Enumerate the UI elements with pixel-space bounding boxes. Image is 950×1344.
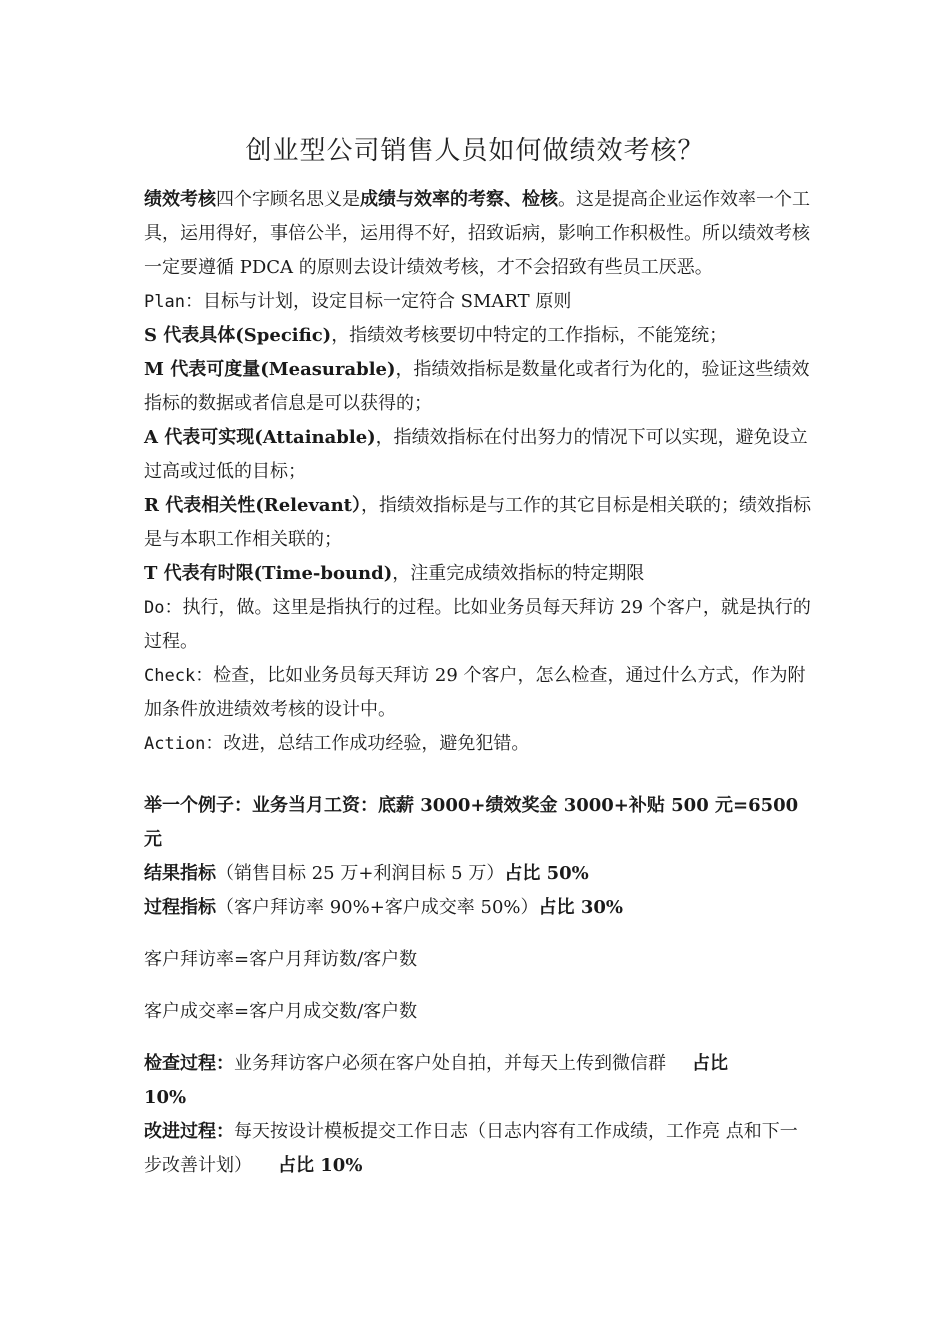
check-process-ratio-label: 占比 [692,1053,728,1074]
process-indicator-ratio: 占比 30% [538,897,623,918]
smart-item-s [144,319,814,353]
smart-s-label: S 代表具体(Specific) [144,325,332,346]
plan-paragraph [144,285,814,319]
check-process-label: 检查过程： [144,1053,234,1074]
check-label: Check [144,666,196,686]
result-indicator-ratio: 占比 50% [504,863,589,884]
check-process-paragraph [144,1047,814,1115]
visit-rate-formula: 客户拜访率=客户月拜访数/客户数 [144,949,418,970]
smart-a-text: ，指绩效指标在付出努力的情况下可以实现，避免设立过高或过低的目标； [144,427,808,482]
intro-bold-phrase: 成绩与效率的考察、检核 [360,189,558,210]
plan-text: ：目标与计划，设定目标一定符合 SMART 原则 [184,291,572,312]
check-process-ratio-value: 10% [144,1087,187,1108]
action-text: ：改进，总结工作成功经验，避免犯错。 [205,733,530,754]
process-indicator-label: 过程指标 [144,897,216,918]
smart-m-label: M 代表可度量(Measurable) [144,359,396,380]
result-indicator-paragraph [144,857,814,891]
action-paragraph [144,727,814,761]
result-indicator-text: （销售目标 25 万+利润目标 5 万） [216,863,505,884]
improve-process-paragraph [144,1115,814,1183]
document-body [144,183,814,1183]
check-text: ：检查，比如业务员每天拜访 29 个客户，怎么检查，通过什么方式，作为附加条件放进绩效考核的设计中。 [144,665,806,720]
process-indicator-paragraph [144,891,814,925]
improve-process-ratio: 占比 10% [278,1155,363,1176]
intro-bold-term: 绩效考核 [144,189,216,210]
smart-item-a [144,421,814,489]
smart-item-m [144,353,814,421]
example-paragraph: 举一个例子：业务当月工资：底薪 3000+绩效奖金 3000+补贴 500 元=6500 元 [144,795,799,850]
intro-paragraph [144,183,814,285]
check-paragraph [144,659,814,727]
deal-rate-formula: 客户成交率=客户月成交数/客户数 [144,1001,418,1022]
do-label: Do [144,598,165,618]
do-paragraph [144,591,814,659]
smart-item-t [144,557,814,591]
smart-t-label: T 代表有时限(Time-bound) [144,563,393,584]
plan-label: Plan [144,292,185,312]
action-label: Action [144,734,206,754]
check-process-text: 业务拜访客户必须在客户处自拍，并每天上传到微信群 [234,1053,666,1074]
improve-process-text: 每天按设计模板提交工作日志（日志内容有工作成绩，工作亮 点和下一步改善计划） [144,1121,798,1176]
smart-t-text: ，注重完成绩效指标的特定期限 [392,563,645,584]
smart-s-text: ，指绩效考核要切中特定的工作指标，不能笼统； [331,325,728,346]
smart-m-text: ，指绩效指标是数量化或者行为化的，验证这些绩效指标的数据或者信息是可以获得的； [144,359,810,414]
intro-text-2: 。这是提高企业运作效率一个工具，运用得好，事倍公半，运用得不好，招致诟病，影响工作积极性。所以绩效考核一定要遵循 PDCA 的原则去设计绩效考核，才不会招致有些员工厌恶。 [144,189,810,278]
process-indicator-text: （客户拜访率 90%+客户成交率 50%） [216,897,539,918]
do-text: ：执行，做。这里是指执行的过程。比如业务员每天拜访 29 个客户，就是执行的过程。 [144,597,811,652]
smart-r-label: R 代表相关性(Relevant） [144,495,361,516]
document-title: 创业型公司销售人员如何做绩效考核？ [245,136,705,166]
intro-text-1: 四个字顾名思义是 [216,189,360,210]
improve-process-label: 改进过程： [144,1121,234,1142]
smart-item-r [144,489,814,557]
smart-a-label: A 代表可实现(Attainable) [144,427,376,448]
smart-r-text: ，指绩效指标是与工作的其它目标是相关联的；绩效指标是与本职工作相关联的； [144,495,811,550]
result-indicator-label: 结果指标 [144,863,216,884]
